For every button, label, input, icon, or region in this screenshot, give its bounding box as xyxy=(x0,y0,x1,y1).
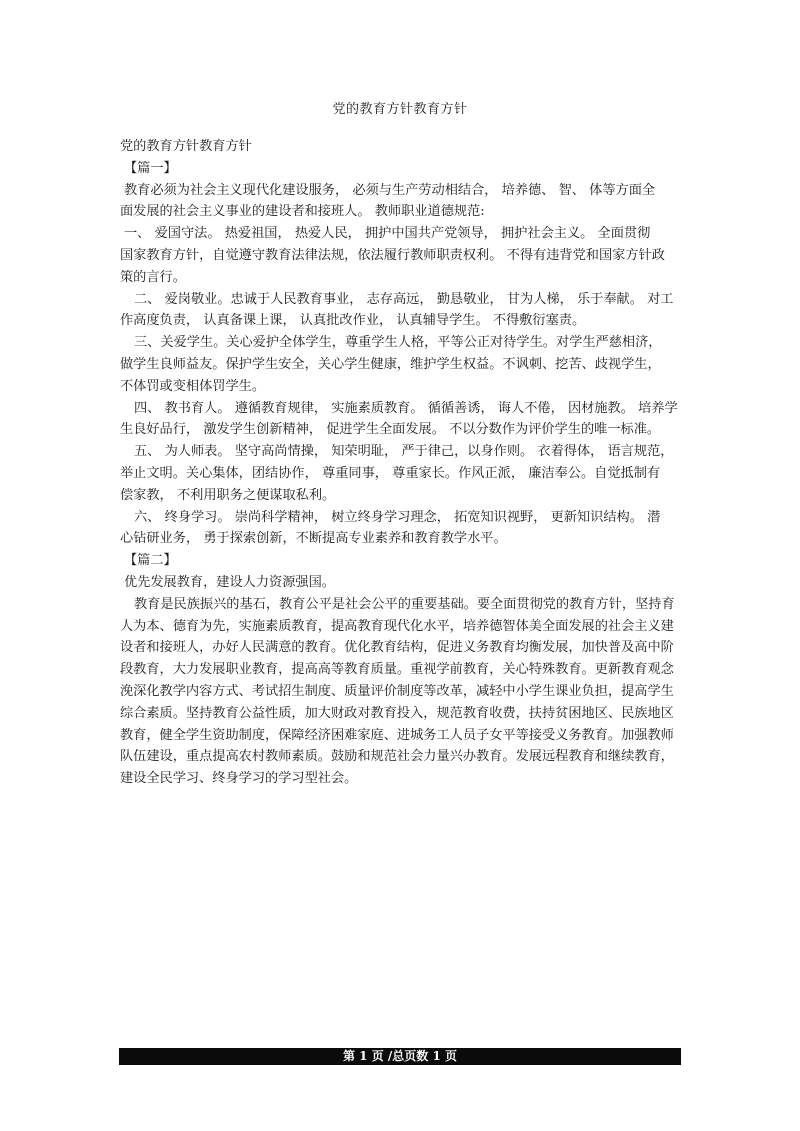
paragraph-line: 不体罚或变相体罚学生。 xyxy=(120,378,266,394)
paragraph-line: 举止文明。关心集体，团结协作， 尊重同事， 尊重家长。作风正派， 廉洁奉公。自觉抵制有 xyxy=(120,465,661,481)
paragraph-line: 队伍建设，重点提高农村教师素质。鼓励和规范社会力量兴办教育。发展远程教育和继续教育， xyxy=(120,749,674,765)
paragraph-line: 教育是民族振兴的基石，教育公平是社会公平的重要基础。要全面贯彻党的教育方针，坚持育 xyxy=(134,596,675,612)
paragraph-line: 教育必须为社会主义现代化建设服务， 必须与生产劳动相结合， 培养德、 智、 体等方面全 xyxy=(124,182,656,198)
document-body xyxy=(120,136,690,790)
paragraph-line: 国家教育方针，自觉遵守教育法律法规，依法履行教师职责权利。 不得有违背党和国家方针政 xyxy=(120,247,665,263)
paragraph-line: 偿家教， 不利用职务之便谋取私利。 xyxy=(120,487,336,503)
paragraph-line: 生良好品行， 激发学生创新精神， 促进学生全面发展。 不以分数作为评价学生的唯一标准。 xyxy=(120,422,661,438)
paragraph-line: 策的言行。 xyxy=(120,269,186,285)
paragraph-line: 二、 爱岗敬业。忠诚于人民教育事业， 志存高远， 勤恳敬业， 甘为人梯， 乐于奉献。 对工 xyxy=(134,291,674,307)
paragraph-line: 作高度负责， 认真备课上课， 认真批改作业， 认真辅导学生。 不得敷衍塞责。 xyxy=(120,313,586,329)
page-footer xyxy=(119,1048,681,1065)
paragraph-line: 优先发展教育，建设人力资源强国。 xyxy=(124,574,335,590)
paragraph-line: 段教育，大力发展职业教育，提高高等教育质量。重视学前教育，关心特殊教育。更新教育观念 xyxy=(120,662,674,678)
paragraph-line: 设者和接班人，办好人民满意的教育。优化教育结构，促进义务教育均衡发展，加快普及高中阶 xyxy=(120,640,674,656)
page-title: 党的教育方针教育方针 xyxy=(332,102,468,117)
paragraph-line: 教育，健全学生资助制度，保障经济困难家庭、进城务工人员子女平等接受义务教育。加强教师 xyxy=(120,727,674,743)
paragraph-line: 浼深化教学内容方式、考试招生制度、质量评价制度等改革，减轻中小学生课业负担，提高学生 xyxy=(120,683,674,699)
paragraph-line: 四、 教书育人。 遵循教育规律， 实施素质教育。 循循善诱， 诲人不倦， 因材施教。 培养学 xyxy=(134,400,678,416)
paragraph-line: 建设全民学习、终身学习的学习型社会。 xyxy=(120,771,358,787)
paragraph-line: 五、 为人师表。 坚守高尚情操， 知荣明耻， 严于律己，以身作则。 衣着得体， 语言规范， xyxy=(134,444,674,460)
page-number-label: 第 1 页 /总页数 1 页 xyxy=(343,1049,457,1063)
paragraph-line: 六、 终身学习。 崇尚科学精神， 树立终身学习理念， 拓宽知识视野， 更新知识结构。 潜 xyxy=(134,509,661,525)
paragraph-line: 一、 爱国守法。 热爱祖国， 热爱人民， 拥护中国共产党领导， 拥护社会主义。 全面贯彻 xyxy=(124,226,651,242)
section-heading-2: 【篇二】 xyxy=(124,553,177,569)
paragraph-line: 综合素质。坚持教育公益性质，加大财政对教育投入，规范教育收费，扶持贫困地区、民族地区 xyxy=(120,705,674,721)
document-subtitle: 党的教育方针教育方针 xyxy=(120,139,252,154)
paragraph-line: 面发展的社会主义事业的建设者和接班人。 教师职业道德规范: xyxy=(120,204,485,220)
section-heading-1: 【篇一】 xyxy=(124,160,177,176)
paragraph-line: 人为本、德育为先，实施素质教育，提高教育现代化水平，培养德智体美全面发展的社会主义建 xyxy=(120,618,674,634)
paragraph-line: 三、关爱学生。关心爱护全体学生，尊重学生人格，平等公正对待学生。对学生严慈相济， xyxy=(134,335,662,351)
paragraph-line: 做学生良师益友。保护学生安全，关心学生健康，维护学生权益。不讽刺、挖苦、歧视学生， xyxy=(120,356,661,372)
paragraph-line: 心钻研业务， 勇于探索创新，不断提高专业素养和教育教学水平。 xyxy=(120,531,507,547)
